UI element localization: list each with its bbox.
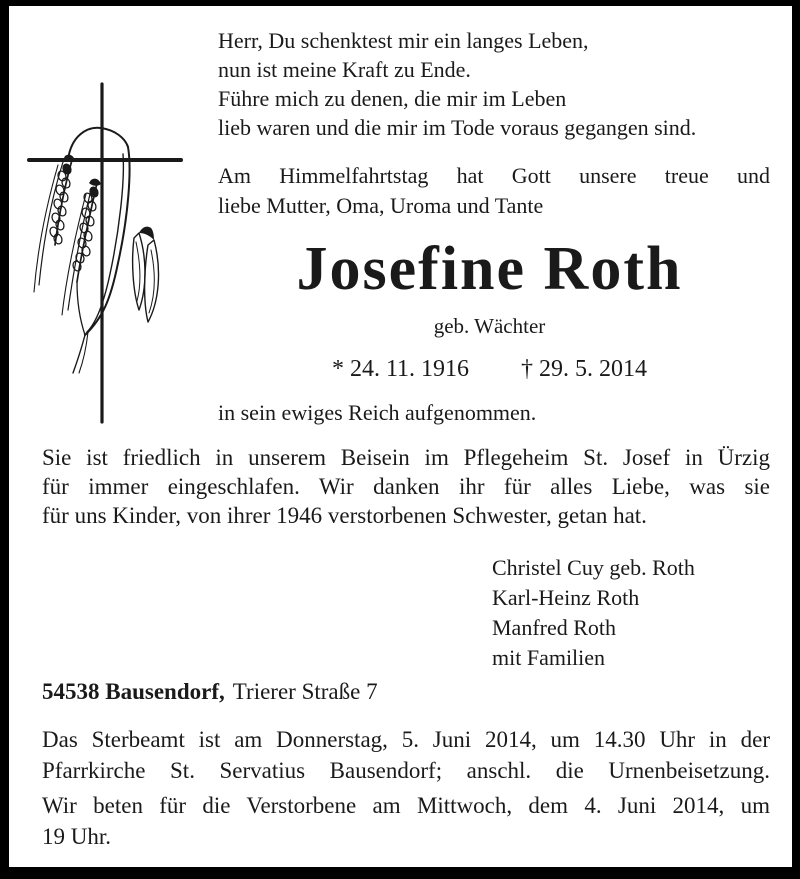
birth-date: * 24. 11. 1916 — [331, 356, 470, 382]
address-city: 54538 Bausendorf, — [42, 679, 225, 704]
life-dates — [209, 356, 770, 383]
verse-line: Führe mich zu denen, die mir im Leben — [218, 86, 567, 111]
mourner-name: mit Familien — [492, 645, 606, 670]
opening-verse — [218, 26, 778, 142]
intro-line: Am Himmelfahrtstag hat Gott unsere treue und — [218, 163, 770, 188]
announcement-intro — [218, 161, 770, 221]
obituary-clipping — [9, 6, 792, 867]
address-line — [42, 679, 770, 705]
intro-line: liebe Mutter, Oma, Uroma und Tante — [218, 193, 544, 218]
obituary-text-line: Sie ist friedlich in unserem Beisein im Pflegeheim St. Josef in Ürzig — [42, 445, 770, 470]
mourner-name: Christel Cuy geb. Roth — [492, 555, 695, 580]
prayer-line: 19 Uhr. — [42, 824, 111, 849]
mourners-list — [492, 553, 695, 673]
cross-wheat-illustration-icon — [15, 70, 215, 430]
prayer-line: Wir beten für die Verstorbene am Mittwoch, dem 4. Juni 2014, um — [42, 793, 770, 818]
obituary-text-line: für immer eingeschlafen. Wir danken ihr für alles Liebe, was sie — [42, 474, 770, 499]
service-line: Pfarrkirche St. Servatius Bausendorf; anschl. die Urnenbeisetzung. — [42, 758, 770, 783]
mourner-name: Karl-Heinz Roth — [492, 585, 640, 610]
deceased-name: Josefine Roth — [296, 235, 683, 303]
obituary-text — [42, 443, 770, 530]
service-line: Das Sterbeamt ist am Donnerstag, 5. Juni 2014, um 14.30 Uhr in der — [42, 727, 770, 752]
verse-line: lieb waren und die mir im Tode voraus gegangen sind. — [218, 115, 697, 140]
announcement-outro: in sein ewiges Reich aufgenommen. — [218, 400, 537, 425]
death-date: † 29. 5. 2014 — [521, 356, 648, 382]
funeral-service-info — [42, 724, 770, 786]
verse-line: Herr, Du schenktest mir ein langes Leben, — [218, 28, 589, 53]
verse-line: nun ist meine Kraft zu Ende. — [218, 57, 471, 82]
maiden-name: geb. Wächter — [433, 314, 546, 338]
prayer-info — [42, 790, 770, 852]
obituary-text-line: für uns Kinder, von ihrer 1946 verstorbenen Schwester, getan hat. — [42, 503, 647, 528]
address-street: Trierer Straße 7 — [232, 679, 378, 704]
mourner-name: Manfred Roth — [492, 615, 617, 640]
